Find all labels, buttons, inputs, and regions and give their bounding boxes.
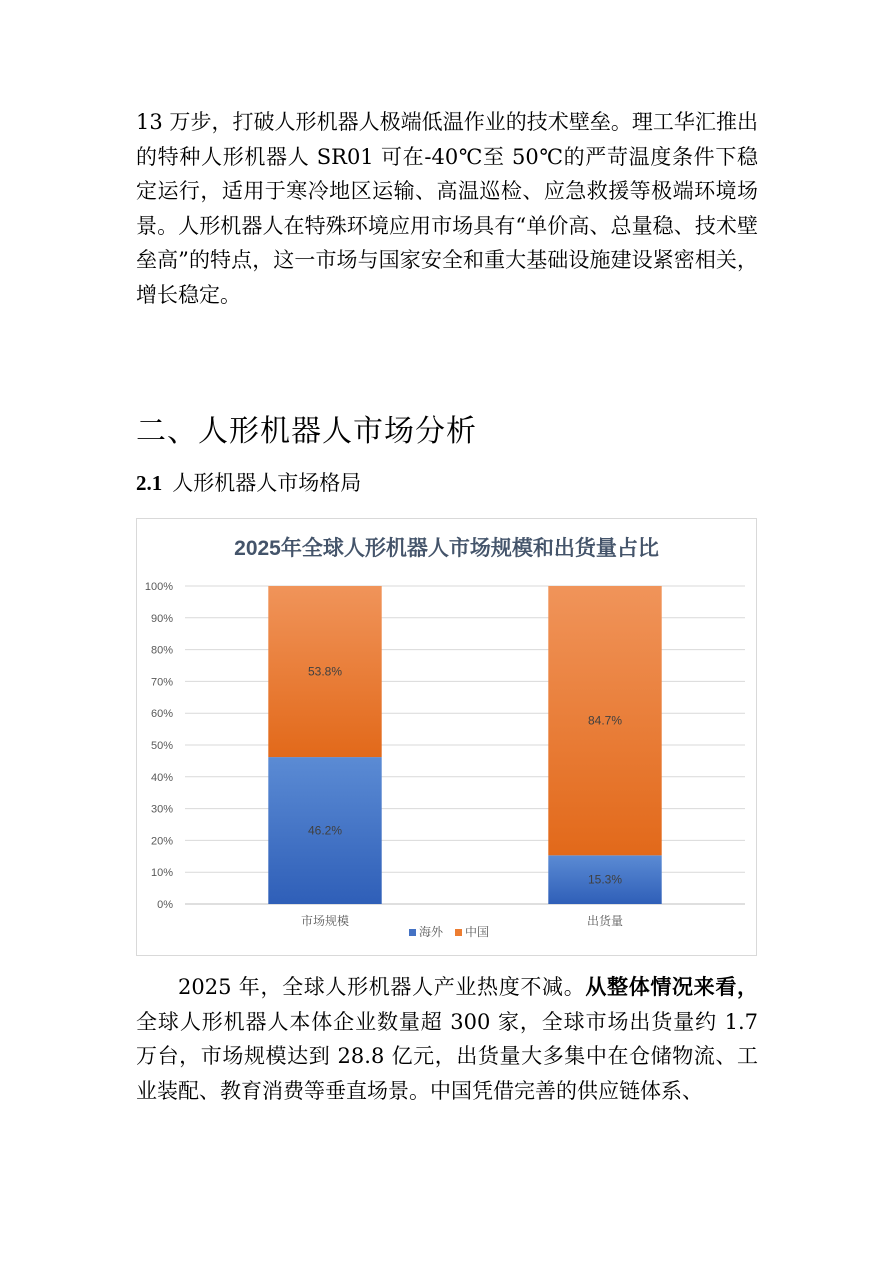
data-label: 84.7% [587, 713, 623, 728]
legend-entry: 中国 [465, 925, 490, 939]
x-tick-label: 市场规模 [300, 914, 350, 928]
y-tick-label: 70% [150, 676, 173, 689]
section-heading: 二、人形机器人市场分析 [136, 414, 477, 449]
y-tick-label: 60% [150, 708, 173, 721]
y-tick-label: 100% [144, 581, 173, 593]
stacked-bar-chart [137, 519, 756, 955]
paragraph-bold: 从整体情况来看， [585, 974, 759, 999]
y-tick-label: 0% [157, 899, 173, 911]
x-tick-label: 出货量 [586, 914, 624, 928]
paragraph-bottom [136, 970, 758, 1108]
y-tick-label: 10% [150, 867, 173, 880]
chart-title: 2025年全球人形机器人市场规模和出货量占比 [234, 537, 659, 560]
y-tick-label: 90% [150, 612, 173, 625]
data-label: 46.2% [307, 823, 343, 838]
subsection-heading [136, 466, 361, 500]
y-tick-label: 30% [150, 803, 173, 816]
legend-entry: 海外 [419, 925, 444, 939]
data-label: 53.8% [307, 664, 343, 679]
subsection-title: 人形机器人市场格局 [172, 471, 362, 495]
paragraph-lead: 2025 年，全球人形机器人产业热度不减。 [178, 975, 586, 999]
y-tick-label: 20% [150, 835, 173, 848]
y-tick-label: 50% [150, 740, 173, 752]
paragraph-top: 13 万步，打破人形机器人极端低温作业的技术壁垒。理工华汇推出的特种人形机器人 SR01 可在-40℃至 50℃的严苛温度条件下稳定运行，适用于寒冷地区运输、高温巡检、应急救援等极端环境场景。人形机器人在特殊环境应用市场具有“单价高、总量稳、技术壁垒高”的特点，这一市场与国家安全和重大基础设施建设紧密相关，增长稳定。 [136, 110, 758, 307]
chart-container [136, 518, 757, 956]
y-tick-label: 40% [150, 771, 173, 784]
data-label: 15.3% [587, 872, 623, 887]
subsection-number: 2.1 [136, 471, 163, 495]
legend-swatch [455, 929, 462, 936]
legend-swatch [409, 929, 416, 936]
paragraph-rest: 全球人形机器人本体企业数量超 300 家，全球市场出货量约 1.7 万台，市场规模达到 28.8 亿元，出货量大多集中在仓储物流、工业装配、教育消费等垂直场景。中国凭借完善的供应链体系、 [136, 1009, 758, 1103]
y-tick-label: 80% [150, 644, 173, 657]
